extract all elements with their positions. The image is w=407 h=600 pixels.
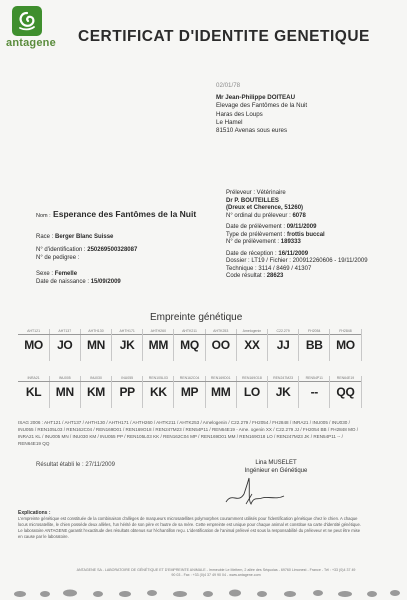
marker-name: FH2848 — [330, 329, 361, 335]
marker-name: AHT137 — [49, 329, 80, 335]
marker-value: JO — [57, 338, 73, 352]
sex-label: Sexe : — [36, 271, 54, 277]
marker-cell — [299, 376, 330, 408]
recipient-line: Elevage des Fantômes de la Nuit — [216, 102, 308, 110]
marker-name: INU030 — [80, 376, 111, 382]
marker-value: QQ — [336, 385, 355, 399]
preleveur-address-value: (Dreux et Cherence, 51260) — [226, 205, 304, 211]
signature-icon — [218, 474, 298, 510]
marker-value: KM — [86, 385, 105, 399]
sample-info — [226, 190, 396, 281]
race-value: Berger Blanc Suisse — [55, 234, 114, 240]
marker-value: KL — [25, 385, 42, 399]
marker-name: AHTH130 — [80, 329, 111, 335]
animal-info — [36, 209, 216, 286]
animal-name: Esperance des Fantômes de la Nuit — [53, 209, 197, 219]
type-label: Type de prélèvement : — [226, 231, 286, 238]
marker-name: REN169D01 — [205, 376, 236, 382]
marker-value: PP — [119, 385, 135, 399]
sex-row — [36, 270, 216, 278]
type-value: frottis buccal — [287, 231, 325, 238]
birth-value: 15/09/2009 — [90, 279, 121, 285]
marker-name: AHTK211 — [174, 329, 205, 335]
num-prelevement-row — [226, 239, 396, 247]
marker-cell — [236, 329, 267, 361]
marker-value: KK — [149, 385, 167, 399]
marker-cell — [112, 376, 143, 408]
marker-name: FH2054 — [299, 329, 330, 335]
technique-value: 3114 / 8469 / 41307 — [258, 265, 312, 272]
marker-cell — [174, 376, 205, 408]
preleveur-address — [226, 205, 396, 213]
num-prelevement-value: 189333 — [280, 239, 301, 245]
race-label: Race : — [36, 234, 54, 240]
recipient-line: 81510 Avenas sous eures — [216, 127, 288, 135]
marker-cell — [143, 329, 174, 361]
preleveur-name — [226, 198, 396, 206]
marker-cell — [143, 376, 174, 408]
marker-name: INRA21 — [18, 376, 49, 382]
marker-value: MM — [211, 385, 231, 399]
animal-name-label: Nom : — [36, 213, 51, 219]
marker-name: Amelogenin — [236, 329, 267, 335]
type-row — [226, 232, 396, 240]
signer-name: Lina MUSELET — [255, 460, 297, 466]
marker-cell — [299, 329, 330, 361]
marker-cell — [112, 329, 143, 361]
ident-label: N° d'identification : — [36, 247, 86, 253]
marker-value: MN — [86, 338, 105, 352]
recipient-line: Mr Jean-Philippe DOITEAU — [216, 94, 296, 102]
marker-value: MP — [180, 385, 199, 399]
marker-name: INU055 — [112, 376, 143, 382]
date-prelevement-row — [226, 224, 396, 232]
marker-name: AHTH171 — [112, 329, 143, 335]
marker-value: XX — [244, 338, 260, 352]
code-label: Code résultat : — [226, 273, 266, 279]
explications-heading: Explications : — [18, 510, 51, 516]
code-value: 28623 — [266, 273, 284, 279]
marker-name: REN247M23 — [268, 376, 299, 382]
marker-cell — [268, 329, 299, 361]
marker-cell — [49, 376, 80, 408]
technique-row — [226, 266, 396, 274]
marker-name: AHTH260 — [143, 329, 174, 335]
pedigree-row — [36, 254, 216, 262]
marker-name: AHTK253 — [205, 329, 236, 335]
date-reception-label: Date de réception : — [226, 250, 277, 257]
marker-cell — [174, 329, 205, 361]
race-row — [36, 233, 216, 241]
code-row — [226, 273, 396, 281]
marker-name: C22.279 — [268, 329, 299, 335]
sex-value: Femelle — [54, 271, 78, 277]
marker-cell — [18, 376, 49, 408]
date-reception-value: 16/11/2009 — [278, 250, 309, 257]
dossier-value: LT19 / Fichier : 200912260606 - 19/11/2009 — [251, 258, 368, 264]
marker-value: MN — [55, 385, 74, 399]
antagene-logo — [6, 6, 58, 54]
marker-value: MO — [24, 338, 43, 352]
signer-block — [231, 459, 321, 475]
marker-name: AHT121 — [18, 329, 49, 335]
marker-value: BB — [305, 338, 323, 352]
logo-text: antagene — [6, 37, 56, 49]
recipient-ref: 02/01/78 — [216, 82, 241, 89]
marker-value: MO — [336, 338, 355, 352]
technique-label: Technique : — [226, 265, 257, 272]
marker-row-1 — [18, 329, 361, 361]
pedigree-label: N° de pedigree : — [36, 255, 80, 261]
ordre-value: 6078 — [292, 212, 306, 219]
birth-row — [36, 278, 216, 286]
marker-cell — [205, 376, 236, 408]
result-date: Résultat établi le : 27/11/2009 — [36, 462, 115, 468]
ident-value: 250269500328087 — [87, 247, 138, 253]
explications-block — [18, 510, 363, 540]
dossier-row — [226, 258, 396, 266]
recipient-line: Haras des Loups — [216, 110, 263, 118]
dossier-label: Dossier : — [226, 258, 250, 264]
recipient-address — [216, 82, 307, 135]
animal-name-row — [36, 209, 216, 221]
marker-cell — [80, 376, 111, 408]
logo-mark-icon — [12, 6, 42, 36]
marker-cell — [236, 376, 267, 408]
marker-value: -- — [310, 385, 318, 399]
preleveur-label: Préleveur : Vétérinaire — [226, 190, 286, 196]
recipient-line: Le Hamel — [216, 118, 243, 126]
date-prelevement-label: Date de prélèvement : — [226, 224, 286, 230]
marker-value: JK — [119, 338, 135, 352]
marker-name: REN169O18 — [236, 376, 267, 382]
ordre-row — [226, 213, 396, 221]
marker-value: MM — [148, 338, 169, 352]
marker-cell — [49, 329, 80, 361]
explications-text: L'empreinte génétique est constituée de la combinaison d'allèges de marqueurs microsatellites polymorphes couramment utilisés pour l'identification génétique chez le chien. A chaque locus microsatellite, le chien possède deux allèles, l'un hérité de son père et l'autre de sa mère. Cette empreinte est unique pour chaque animal et constitue sa carte d'identité génétique. Le laboratoire ANTAGENE garantit l'exactitude des résultats obtenus sur l'échantillon reçu. L'identification de l'animal prélevé est sous la responsabilité du préleveur et ne peut être mise en cause par le laboratoire. — [18, 516, 361, 539]
marker-name: REN162C04 — [174, 376, 205, 382]
marker-cell — [330, 376, 361, 408]
marker-cell — [18, 329, 49, 361]
marker-cell — [205, 329, 236, 361]
num-prelevement-label: N° de prélèvement : — [226, 239, 280, 245]
birth-label: Date de naissance : — [36, 279, 90, 285]
marker-value: MQ — [180, 338, 199, 352]
ordre-label: N° ordinal du préleveur : — [226, 212, 291, 219]
marker-name: REN105L03 — [143, 376, 174, 382]
marker-row-2 — [18, 376, 361, 408]
marker-name: REN64E19 — [330, 376, 361, 382]
preleveur-value: Dr P. BOUTEILLES — [226, 197, 279, 204]
technique-text: ISAG 2006 : AHT121 / AHT137 / AHTH130 / AHTH171 / AHTH260 / AHTK211 / AHTK253 / Amelogenin / C22.279 / FH2054 / FH2848 / INRA21 / INU005 / INU030 / INU055 / REN105L03 / REN162C04 / REN169D01 / REN169O18 / REN247M23 / REN54P11 / REN64E19 - Ame. ogenin XX / C22.279 JJ / FH2054 BB / FH2848 MO / INRA21 KL / INU005 MN / INU030 KM / INU055 PP / REN105L03 KK / REN162C04 MP / REN169D01 MM / REN169O18 LO / REN247M23 JK / REN54P11 -- / REN64E19 QQ — [18, 420, 359, 446]
marker-value: OO — [211, 338, 230, 352]
marker-name: REN54P11 — [299, 376, 330, 382]
signer-role: Ingénieur en Génétique — [244, 468, 308, 474]
empreinte-title: Empreinte génétique — [150, 312, 243, 323]
ident-row — [36, 246, 216, 254]
certificate-title: CERTIFICAT D'IDENTITE GENETIQUE — [78, 28, 370, 45]
marker-cell — [330, 329, 361, 361]
marker-cell — [268, 376, 299, 408]
marker-cell — [80, 329, 111, 361]
date-prelevement-value: 09/11/2009 — [286, 224, 317, 230]
footer-text: ANTAGENE SA - LABORATOIRE DE GÉNÉTIQUE ET D'EMPREINTE ANIMALE - Immeuble Le Meltem, 2 allée des Séquoias - 69760 Limonest - France - Tél : +33 (0)4 37 49 90 03 - Fax : +33 (0)4 37 49 90 04 - www.antagene.com — [76, 568, 356, 577]
marker-name: INU005 — [49, 376, 80, 382]
date-reception-row — [226, 251, 396, 259]
marker-value: LO — [243, 385, 260, 399]
marker-value: JK — [275, 385, 291, 399]
animal-silhouettes-icon — [0, 585, 407, 599]
marker-value: JJ — [276, 338, 290, 352]
